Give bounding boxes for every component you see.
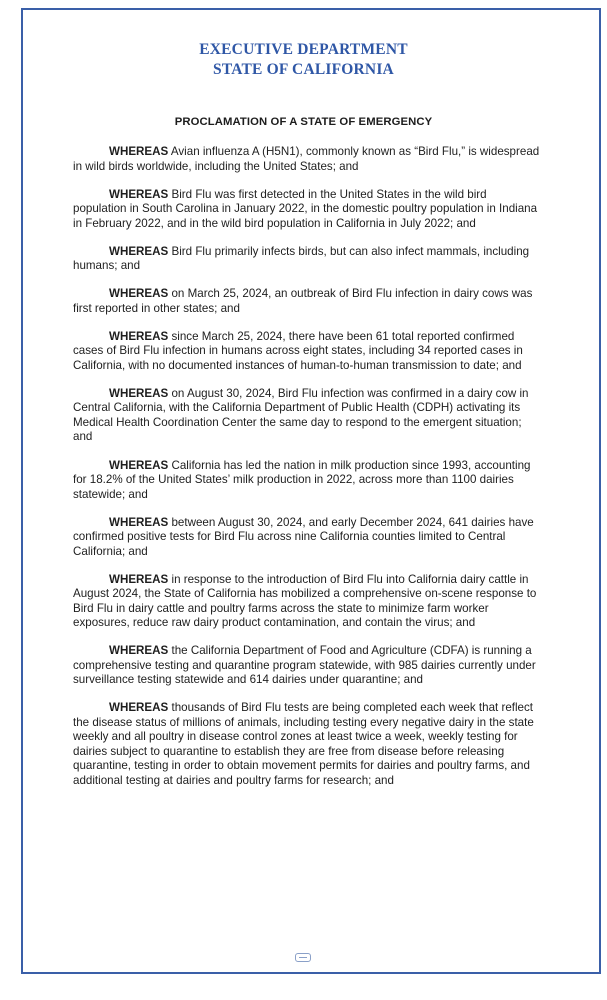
proclamation-body (73, 145, 543, 802)
whereas-text: in response to the introduction of Bird Flu into California dairy cattle in August 2024, the State of California has mobilized a comprehensive on-scene response to Bird Flu in dairy cattle and poultry farms across the state to minimize farm worker exposures, reduce raw dairy product contamination, and contain the virus; and (73, 572, 537, 630)
whereas-keyword: WHEREAS (109, 329, 169, 343)
whereas-keyword: WHEREAS (109, 572, 169, 586)
letterhead-line-2: STATE OF CALIFORNIA (213, 61, 394, 78)
whereas-keyword: WHEREAS (109, 287, 169, 301)
whereas-paragraph (73, 287, 543, 316)
whereas-text: the California Department of Food and Agriculture (CDFA) is running a comprehensive testing and quarantine program statewide, with 985 dairies currently under surveillance testing statewide and 614 dairies under quarantine; and (73, 644, 536, 687)
whereas-paragraph (73, 245, 543, 274)
whereas-paragraph (73, 145, 543, 174)
whereas-text: on March 25, 2024, an outbreak of Bird Flu infection in dairy cows was first reported in other states; and (73, 287, 533, 315)
whereas-paragraph (73, 644, 543, 688)
letterhead (0, 40, 607, 80)
whereas-text: since March 25, 2024, there have been 61 total reported confirmed cases of Bird Flu infection in humans across eight states, including 34 reported cases in California, with no documented instances of human-to-human transmission to date; and (73, 329, 523, 372)
whereas-keyword: WHEREAS (109, 386, 169, 400)
whereas-keyword: WHEREAS (109, 145, 169, 158)
whereas-paragraph (73, 573, 543, 631)
whereas-keyword: WHEREAS (109, 187, 169, 201)
whereas-keyword: WHEREAS (109, 701, 169, 715)
seal-icon (295, 953, 311, 962)
whereas-keyword: WHEREAS (109, 458, 169, 472)
whereas-keyword: WHEREAS (109, 244, 169, 258)
whereas-text: on August 30, 2024, Bird Flu infection was confirmed in a dairy cow in Central California, with the California Department of Public Health (CDPH) activating its Medical Health Coordination Center the same day to respond to the emergent situation; and (73, 386, 529, 444)
whereas-keyword: WHEREAS (109, 515, 169, 529)
whereas-text: California has led the nation in milk production since 1993, accounting for 18.2% of the United States’ milk production in 2022, across more than 1100 dairies statewide; and (73, 458, 531, 501)
whereas-text: between August 30, 2024, and early December 2024, 641 dairies have confirmed positive tests for Bird Flu across nine California counties limited to Central California; and (73, 515, 534, 558)
whereas-paragraph (73, 516, 543, 560)
whereas-paragraph (73, 387, 543, 445)
letterhead-line-1: EXECUTIVE DEPARTMENT (199, 41, 408, 58)
whereas-text: thousands of Bird Flu tests are being completed each week that reflect the disease status of millions of animals, including testing every negative dairy in the state weekly and all poultry in disease control zones at least twice a week, weekly testing for dairies subject to quarantine to establish they are free from disease before releasing quarantine, testing in order to obtain movement permits for dairies and poultry farms, and additional testing at dairies and poultry farms for research; and (73, 701, 534, 787)
whereas-paragraph (73, 188, 543, 232)
proclamation-title: PROCLAMATION OF A STATE OF EMERGENCY (174, 116, 433, 128)
whereas-keyword: WHEREAS (109, 644, 169, 658)
whereas-paragraph (73, 330, 543, 374)
whereas-paragraph (73, 459, 543, 503)
whereas-text: Bird Flu primarily infects birds, but can also infect mammals, including humans; and (73, 244, 530, 273)
whereas-text: Avian influenza A (H5N1), commonly known as “Bird Flu,” is widespread in wild birds worldwide, including the United States; and (73, 145, 540, 173)
whereas-paragraph (73, 701, 543, 788)
whereas-text: Bird Flu was first detected in the United States in the wild bird population in South Carolina in January 2022, in the domestic poultry population in Indiana in February 2022, and in the wild bird population in California in July 2022; and (73, 187, 538, 230)
